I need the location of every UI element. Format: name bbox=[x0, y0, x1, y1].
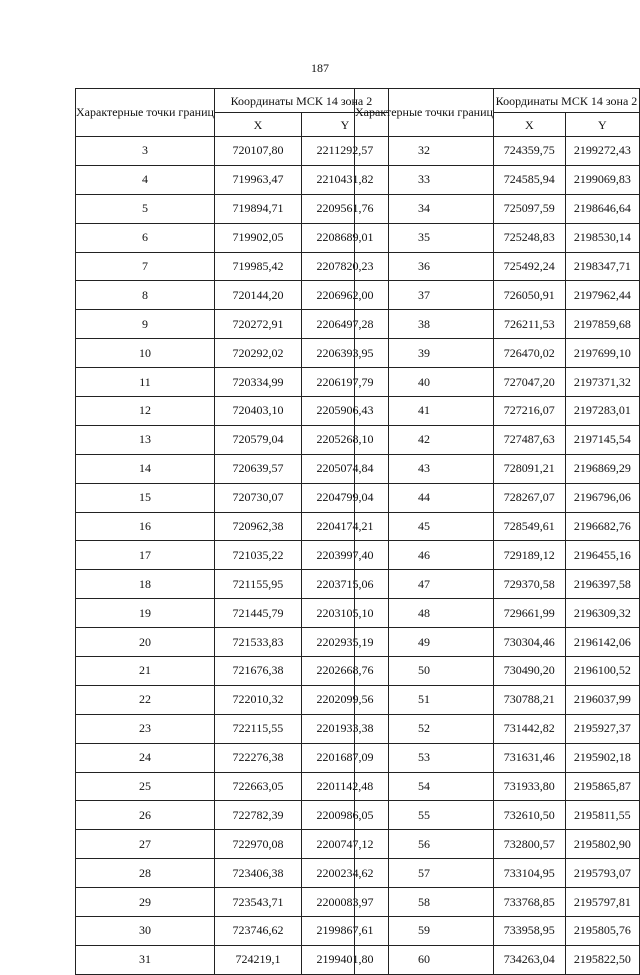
coord-x: 728267,07 bbox=[493, 483, 565, 512]
point-number: 8 bbox=[76, 281, 215, 310]
table-row bbox=[76, 252, 389, 281]
coord-y: 2195927,37 bbox=[565, 714, 639, 743]
point-number: 50 bbox=[355, 657, 494, 686]
coord-y: 2202935,19 bbox=[301, 628, 388, 657]
coord-y: 2203715,06 bbox=[301, 570, 388, 599]
coord-y: 2195802,90 bbox=[565, 830, 639, 859]
point-number: 34 bbox=[355, 194, 494, 223]
coord-x: 723406,38 bbox=[214, 859, 301, 888]
coord-x: 720107,80 bbox=[214, 137, 301, 166]
header-points: Характерные точки границ bbox=[76, 89, 215, 137]
table-row bbox=[355, 368, 640, 397]
coord-y: 2200747,12 bbox=[301, 830, 388, 859]
page-number: 187 bbox=[311, 61, 329, 75]
point-number: 29 bbox=[76, 888, 215, 917]
coord-y: 2196455,16 bbox=[565, 541, 639, 570]
coord-y: 2201933,38 bbox=[301, 714, 388, 743]
header-coordinates: Координаты МСК 14 зона 2 bbox=[214, 89, 388, 113]
coord-y: 2209561,76 bbox=[301, 194, 388, 223]
coord-y: 2206497,28 bbox=[301, 310, 388, 339]
coord-y: 2202099,56 bbox=[301, 685, 388, 714]
coord-y: 2206393,95 bbox=[301, 339, 388, 368]
point-number: 55 bbox=[355, 801, 494, 830]
coord-x: 721035,22 bbox=[214, 541, 301, 570]
coord-x: 722276,38 bbox=[214, 743, 301, 772]
coord-y: 2196142,06 bbox=[565, 628, 639, 657]
point-number: 33 bbox=[355, 165, 494, 194]
table-row bbox=[76, 830, 389, 859]
coord-y: 2210431,82 bbox=[301, 165, 388, 194]
coord-x: 722970,08 bbox=[214, 830, 301, 859]
header-y: Y bbox=[565, 113, 639, 137]
coord-y: 2197859,68 bbox=[565, 310, 639, 339]
coord-y: 2196309,32 bbox=[565, 599, 639, 628]
coord-x: 720292,02 bbox=[214, 339, 301, 368]
header-points: Характерные точки границ bbox=[355, 89, 494, 137]
coord-x: 722010,32 bbox=[214, 685, 301, 714]
coord-x: 726050,91 bbox=[493, 281, 565, 310]
coord-y: 2199069,83 bbox=[565, 165, 639, 194]
point-number: 9 bbox=[76, 310, 215, 339]
point-number: 44 bbox=[355, 483, 494, 512]
point-number: 14 bbox=[76, 454, 215, 483]
table-row bbox=[76, 801, 389, 830]
coord-x: 719963,47 bbox=[214, 165, 301, 194]
coord-y: 2211292,57 bbox=[301, 137, 388, 166]
point-number: 52 bbox=[355, 714, 494, 743]
coord-y: 2195793,07 bbox=[565, 859, 639, 888]
coord-x: 725097,59 bbox=[493, 194, 565, 223]
coord-y: 2203997,40 bbox=[301, 541, 388, 570]
point-number: 24 bbox=[76, 743, 215, 772]
table-row bbox=[355, 194, 640, 223]
table-row bbox=[76, 945, 389, 974]
point-number: 5 bbox=[76, 194, 215, 223]
table-row bbox=[355, 743, 640, 772]
table-row bbox=[76, 310, 389, 339]
coord-y: 2201687,09 bbox=[301, 743, 388, 772]
header-y: Y bbox=[301, 113, 388, 137]
table-row bbox=[355, 425, 640, 454]
coord-x: 720579,04 bbox=[214, 425, 301, 454]
point-number: 36 bbox=[355, 252, 494, 281]
point-number: 51 bbox=[355, 685, 494, 714]
point-number: 37 bbox=[355, 281, 494, 310]
coord-x: 729189,12 bbox=[493, 541, 565, 570]
point-number: 54 bbox=[355, 772, 494, 801]
header-coordinates: Координаты МСК 14 зона 2 bbox=[493, 89, 639, 113]
point-number: 20 bbox=[76, 628, 215, 657]
point-number: 58 bbox=[355, 888, 494, 917]
coord-y: 2197283,01 bbox=[565, 397, 639, 426]
coord-y: 2197699,10 bbox=[565, 339, 639, 368]
coord-x: 719985,42 bbox=[214, 252, 301, 281]
table-row bbox=[355, 310, 640, 339]
table-row bbox=[76, 194, 389, 223]
table-row bbox=[76, 397, 389, 426]
coord-x: 728549,61 bbox=[493, 512, 565, 541]
table-row bbox=[355, 888, 640, 917]
point-number: 10 bbox=[76, 339, 215, 368]
point-number: 42 bbox=[355, 425, 494, 454]
coord-y: 2197145,54 bbox=[565, 425, 639, 454]
table-row bbox=[76, 281, 389, 310]
coordinates-table-left bbox=[75, 88, 389, 975]
coord-y: 2198530,14 bbox=[565, 223, 639, 252]
coord-x: 730490,20 bbox=[493, 657, 565, 686]
coord-y: 2195811,55 bbox=[565, 801, 639, 830]
table-row bbox=[355, 628, 640, 657]
coord-x: 728091,21 bbox=[493, 454, 565, 483]
point-number: 43 bbox=[355, 454, 494, 483]
table-row bbox=[355, 454, 640, 483]
coord-y: 2207820,23 bbox=[301, 252, 388, 281]
coord-x: 733104,95 bbox=[493, 859, 565, 888]
header-x: X bbox=[493, 113, 565, 137]
point-number: 11 bbox=[76, 368, 215, 397]
coord-y: 2200083,97 bbox=[301, 888, 388, 917]
table-row bbox=[355, 252, 640, 281]
coord-y: 2197371,32 bbox=[565, 368, 639, 397]
coord-x: 724219,1 bbox=[214, 945, 301, 974]
coord-y: 2200234,62 bbox=[301, 859, 388, 888]
point-number: 30 bbox=[76, 917, 215, 946]
coord-x: 733768,85 bbox=[493, 888, 565, 917]
table-row bbox=[76, 772, 389, 801]
coord-y: 2199401,80 bbox=[301, 945, 388, 974]
point-number: 6 bbox=[76, 223, 215, 252]
coord-x: 720962,38 bbox=[214, 512, 301, 541]
point-number: 32 bbox=[355, 137, 494, 166]
coord-x: 726470,02 bbox=[493, 339, 565, 368]
coordinates-table-right bbox=[354, 88, 640, 975]
coord-x: 727487,63 bbox=[493, 425, 565, 454]
table-row bbox=[355, 714, 640, 743]
point-number: 60 bbox=[355, 945, 494, 974]
coord-x: 721445,79 bbox=[214, 599, 301, 628]
coord-y: 2196100,52 bbox=[565, 657, 639, 686]
coord-y: 2199272,43 bbox=[565, 137, 639, 166]
coord-x: 730304,46 bbox=[493, 628, 565, 657]
table-row bbox=[76, 483, 389, 512]
coord-y: 2199867,61 bbox=[301, 917, 388, 946]
coord-x: 731442,82 bbox=[493, 714, 565, 743]
table-row bbox=[355, 945, 640, 974]
point-number: 31 bbox=[76, 945, 215, 974]
coord-y: 2196397,58 bbox=[565, 570, 639, 599]
coord-x: 722663,05 bbox=[214, 772, 301, 801]
table-row bbox=[355, 599, 640, 628]
coord-x: 722115,55 bbox=[214, 714, 301, 743]
table-row bbox=[76, 165, 389, 194]
table-row bbox=[355, 397, 640, 426]
table-row bbox=[76, 512, 389, 541]
point-number: 22 bbox=[76, 685, 215, 714]
coord-x: 732800,57 bbox=[493, 830, 565, 859]
point-number: 25 bbox=[76, 772, 215, 801]
coord-x: 720272,91 bbox=[214, 310, 301, 339]
coord-x: 720144,20 bbox=[214, 281, 301, 310]
table-row bbox=[355, 685, 640, 714]
coord-x: 725492,24 bbox=[493, 252, 565, 281]
coord-y: 2206197,79 bbox=[301, 368, 388, 397]
coord-x: 725248,83 bbox=[493, 223, 565, 252]
coord-x: 730788,21 bbox=[493, 685, 565, 714]
coord-x: 723543,71 bbox=[214, 888, 301, 917]
table-row bbox=[76, 339, 389, 368]
coord-x: 733958,95 bbox=[493, 917, 565, 946]
coord-x: 724585,94 bbox=[493, 165, 565, 194]
coord-y: 2208689,01 bbox=[301, 223, 388, 252]
coord-y: 2196796,06 bbox=[565, 483, 639, 512]
coord-y: 2198347,71 bbox=[565, 252, 639, 281]
table-row bbox=[76, 657, 389, 686]
table-row bbox=[76, 859, 389, 888]
coord-x: 721155,95 bbox=[214, 570, 301, 599]
coord-y: 2196869,29 bbox=[565, 454, 639, 483]
point-number: 15 bbox=[76, 483, 215, 512]
point-number: 41 bbox=[355, 397, 494, 426]
coord-y: 2203105,10 bbox=[301, 599, 388, 628]
table-row bbox=[76, 425, 389, 454]
coord-x: 721676,38 bbox=[214, 657, 301, 686]
point-number: 40 bbox=[355, 368, 494, 397]
coord-y: 2196037,99 bbox=[565, 685, 639, 714]
point-number: 23 bbox=[76, 714, 215, 743]
table-row bbox=[76, 628, 389, 657]
table-row bbox=[76, 917, 389, 946]
point-number: 46 bbox=[355, 541, 494, 570]
coord-x: 719894,71 bbox=[214, 194, 301, 223]
coord-x: 720639,57 bbox=[214, 454, 301, 483]
coord-y: 2195822,50 bbox=[565, 945, 639, 974]
coord-x: 724359,75 bbox=[493, 137, 565, 166]
point-number: 35 bbox=[355, 223, 494, 252]
table-row bbox=[355, 570, 640, 599]
table-row bbox=[76, 137, 389, 166]
table-row bbox=[355, 281, 640, 310]
table-row bbox=[355, 917, 640, 946]
point-number: 57 bbox=[355, 859, 494, 888]
coord-y: 2206962,00 bbox=[301, 281, 388, 310]
coord-x: 719902,05 bbox=[214, 223, 301, 252]
table-row bbox=[76, 743, 389, 772]
table-row bbox=[355, 512, 640, 541]
coord-y: 2204174,21 bbox=[301, 512, 388, 541]
point-number: 45 bbox=[355, 512, 494, 541]
coord-y: 2195797,81 bbox=[565, 888, 639, 917]
table-row bbox=[355, 165, 640, 194]
table-row bbox=[76, 888, 389, 917]
point-number: 27 bbox=[76, 830, 215, 859]
point-number: 26 bbox=[76, 801, 215, 830]
point-number: 59 bbox=[355, 917, 494, 946]
coord-y: 2200986,05 bbox=[301, 801, 388, 830]
coord-y: 2205268,10 bbox=[301, 425, 388, 454]
coord-x: 727216,07 bbox=[493, 397, 565, 426]
coord-y: 2195865,87 bbox=[565, 772, 639, 801]
point-number: 4 bbox=[76, 165, 215, 194]
coord-y: 2204799,04 bbox=[301, 483, 388, 512]
coord-y: 2196682,76 bbox=[565, 512, 639, 541]
coord-y: 2205074,84 bbox=[301, 454, 388, 483]
coord-x: 723746,62 bbox=[214, 917, 301, 946]
table-row bbox=[355, 801, 640, 830]
table-row bbox=[355, 541, 640, 570]
coord-x: 720334,99 bbox=[214, 368, 301, 397]
table-row bbox=[355, 859, 640, 888]
coord-y: 2197962,44 bbox=[565, 281, 639, 310]
table-row bbox=[76, 570, 389, 599]
table-row bbox=[76, 368, 389, 397]
point-number: 19 bbox=[76, 599, 215, 628]
point-number: 47 bbox=[355, 570, 494, 599]
point-number: 48 bbox=[355, 599, 494, 628]
point-number: 53 bbox=[355, 743, 494, 772]
coord-x: 720730,07 bbox=[214, 483, 301, 512]
coord-x: 732610,50 bbox=[493, 801, 565, 830]
coord-x: 731631,46 bbox=[493, 743, 565, 772]
coord-y: 2198646,64 bbox=[565, 194, 639, 223]
coord-x: 729661,99 bbox=[493, 599, 565, 628]
coord-x: 731933,80 bbox=[493, 772, 565, 801]
table-row bbox=[355, 830, 640, 859]
point-number: 7 bbox=[76, 252, 215, 281]
table-row bbox=[76, 223, 389, 252]
point-number: 17 bbox=[76, 541, 215, 570]
table-row bbox=[76, 599, 389, 628]
table-row bbox=[355, 223, 640, 252]
point-number: 18 bbox=[76, 570, 215, 599]
point-number: 28 bbox=[76, 859, 215, 888]
table-body-left bbox=[76, 137, 389, 975]
table-row bbox=[76, 685, 389, 714]
table-row bbox=[76, 541, 389, 570]
table-row bbox=[355, 339, 640, 368]
table-row bbox=[76, 454, 389, 483]
table-row bbox=[355, 483, 640, 512]
coord-x: 727047,20 bbox=[493, 368, 565, 397]
point-number: 13 bbox=[76, 425, 215, 454]
coord-y: 2201142,48 bbox=[301, 772, 388, 801]
header-x: X bbox=[214, 113, 301, 137]
point-number: 12 bbox=[76, 397, 215, 426]
coord-x: 721533,83 bbox=[214, 628, 301, 657]
coord-x: 734263,04 bbox=[493, 945, 565, 974]
point-number: 21 bbox=[76, 657, 215, 686]
table-row bbox=[355, 137, 640, 166]
point-number: 16 bbox=[76, 512, 215, 541]
point-number: 39 bbox=[355, 339, 494, 368]
point-number: 56 bbox=[355, 830, 494, 859]
coord-x: 722782,39 bbox=[214, 801, 301, 830]
coord-y: 2202668,76 bbox=[301, 657, 388, 686]
table-row bbox=[76, 714, 389, 743]
coord-x: 720403,10 bbox=[214, 397, 301, 426]
coord-x: 726211,53 bbox=[493, 310, 565, 339]
coord-x: 729370,58 bbox=[493, 570, 565, 599]
coord-y: 2195805,76 bbox=[565, 917, 639, 946]
point-number: 3 bbox=[76, 137, 215, 166]
table-row bbox=[355, 657, 640, 686]
point-number: 49 bbox=[355, 628, 494, 657]
coord-y: 2205906,43 bbox=[301, 397, 388, 426]
table-row bbox=[355, 772, 640, 801]
coord-y: 2195902,18 bbox=[565, 743, 639, 772]
point-number: 38 bbox=[355, 310, 494, 339]
table-body-right bbox=[355, 137, 640, 975]
